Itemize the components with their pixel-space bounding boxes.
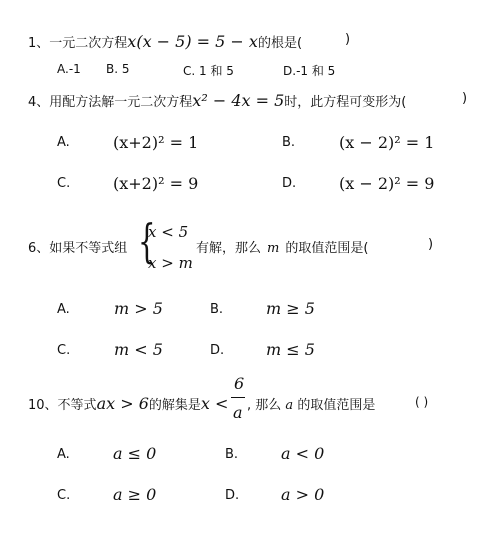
question-6-text-middle: 有解，那么 [196, 241, 262, 256]
q10-option-a-label: A. [57, 447, 70, 462]
q10-option-d-value: a > 0 [281, 485, 325, 504]
q4-option-a-value: (x+2)² = 1 [113, 133, 199, 152]
question-1-number: 1、 [28, 36, 50, 51]
question-4-close-paren: ) [462, 91, 468, 106]
q10-option-a-value: a ≤ 0 [113, 444, 157, 463]
question-1-stem [28, 32, 302, 51]
system-line-2: x > m [148, 254, 193, 272]
question-6-stem-start [28, 237, 127, 256]
q10-option-b-value: a < 0 [281, 444, 325, 463]
q10-option-b-label: B. [225, 447, 239, 462]
q10-option-c-label: C. [57, 488, 71, 503]
q6-option-b-label: B. [210, 302, 224, 317]
q10-option-c-value: a ≥ 0 [113, 485, 157, 504]
question-4-number: 4、 [28, 95, 50, 110]
question-4-text-before: 用配方法解一元二次方程 [49, 95, 193, 110]
q1-option-b: B. 5 [106, 62, 130, 76]
question-10-text-end: 的取值范围是 [297, 398, 376, 413]
question-6-text-before: 如果不等式组 [49, 241, 128, 256]
question-6-stem-end [196, 237, 368, 256]
question-4-stem [28, 91, 406, 110]
q4-option-a-label: A. [57, 135, 70, 150]
q1-option-c: C. 1 和 5 [183, 64, 234, 78]
system-line-1: x < 5 [148, 223, 189, 241]
q4-option-d-value: (x − 2)² = 9 [339, 174, 435, 193]
fraction-bar [231, 397, 245, 398]
question-6-variable: m [267, 241, 280, 256]
system-brace: { [138, 214, 156, 268]
q4-option-b-label: B. [282, 135, 296, 150]
q6-option-b-value: m ≥ 5 [266, 299, 315, 318]
question-1-close-paren: ) [345, 32, 351, 47]
question-10-solution-lhs: x < [200, 394, 229, 413]
question-1-text-before: 一元二次方程 [49, 36, 128, 51]
q6-option-c-label: C. [57, 343, 71, 358]
fraction-denominator: a [233, 403, 243, 422]
fraction-numerator: 6 [234, 374, 245, 393]
q6-option-d-value: m ≤ 5 [266, 340, 315, 359]
question-10-number: 10、 [28, 398, 58, 413]
q6-option-d-label: D. [210, 343, 225, 358]
question-4-equation: x² − 4x = 5 [192, 91, 285, 110]
question-10-stem-start [28, 394, 228, 413]
q4-option-d-label: D. [282, 176, 297, 191]
q4-option-c-label: C. [57, 176, 71, 191]
q1-option-d: D.-1 和 5 [283, 64, 336, 78]
question-10-stem-end [247, 394, 375, 413]
question-4-text-after: 时，此方程可变形为( [284, 95, 407, 110]
question-10-variable: a [285, 398, 294, 413]
question-6-number: 6、 [28, 241, 50, 256]
question-10-text-mid: 的解集是 [148, 398, 201, 413]
question-6-text-after: 的取值范围是( [285, 241, 369, 256]
q6-option-c-value: m < 5 [114, 340, 163, 359]
question-10-text-after: , 那么 [247, 398, 282, 413]
question-10-paren: ( ) [415, 395, 429, 409]
question-6-close-paren: ) [428, 237, 434, 252]
q4-option-b-value: (x − 2)² = 1 [339, 133, 435, 152]
q6-option-a-label: A. [57, 302, 70, 317]
q10-option-d-label: D. [225, 488, 240, 503]
q1-option-a: A.-1 [57, 62, 81, 76]
q6-option-a-value: m > 5 [114, 299, 163, 318]
q4-option-c-value: (x+2)² = 9 [113, 174, 199, 193]
question-10-inequality: ax > 6 [96, 394, 149, 413]
question-10-text-before: 不等式 [57, 398, 97, 413]
question-1-text-after: 的根是( [257, 36, 303, 51]
question-1-equation: x(x − 5) = 5 − x [127, 32, 258, 51]
